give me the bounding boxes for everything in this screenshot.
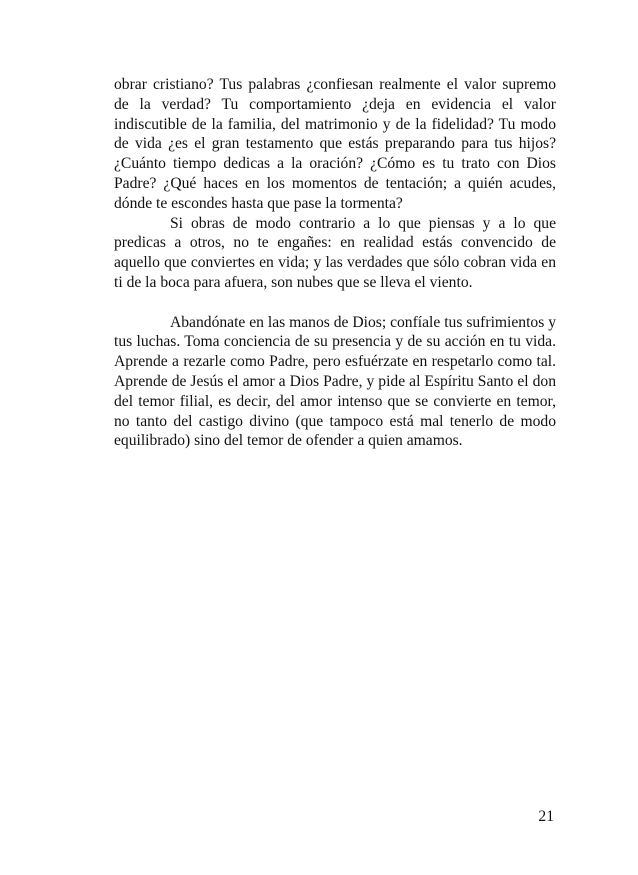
- page-number: 21: [538, 808, 554, 825]
- paragraph-3: Abandónate en las manos de Dios; confíale tus sufrimientos y tus luchas. Toma conciencia de su presencia y de su acción en tu vida. Aprende a rezarle como Padre, pero esfuérzate en respetarlo como tal. Aprende de Jesús el amor a Dios Padre, y pide al Espíritu Santo el don del temor filial, es decir, del amor intenso que se convierte en temor, no tanto del castigo divino (que tampoco está mal tenerlo de modo equilibrado) sino del temor de ofender a quien amamos.: [114, 313, 556, 450]
- paragraph-1: obrar cristiano? Tus palabras ¿confiesan realmente el valor supremo de la verdad? Tu comportamiento ¿deja en evidencia el valor indiscutible de la familia, del matrimonio y de la fidelidad? Tu modo de vida ¿es el gran testamento que estás preparando para tus hijos? ¿Cuánto tiempo dedicas a la oración? ¿Cómo es tu trato con Dios Padre? ¿Qué haces en los momentos de tentación; a quién acudes, dónde te escondes hasta que pase la tormenta?: [114, 76, 556, 212]
- body-text: [114, 75, 556, 451]
- paragraph-2: Si obras de modo contrario a lo que piensas y a lo que predicas a otros, no te engañes: en realidad estás convencido de aquello que conviertes en vida; y las verdades que sólo cobran vida en ti de la boca para afuera, son nubes que se lleva el viento.: [114, 214, 556, 291]
